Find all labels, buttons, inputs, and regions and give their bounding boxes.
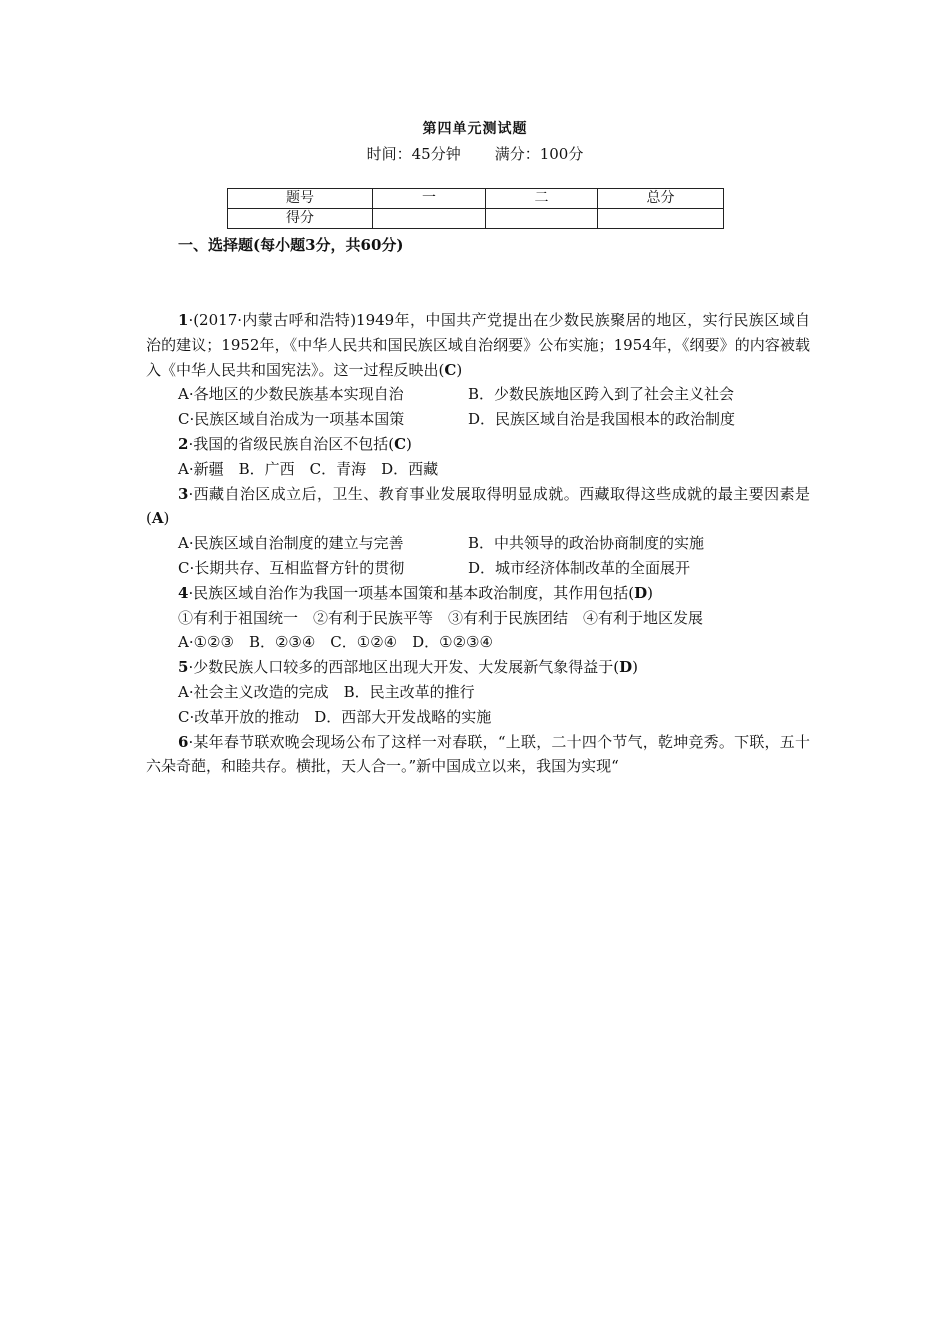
score-cell-total[interactable]: [598, 209, 724, 229]
option-b: B．中共领导的政治协商制度的实施: [468, 534, 705, 553]
score-header-total: 总分: [598, 189, 724, 209]
question-3-options-ab: [146, 531, 810, 556]
page-title: 第四单元测试题: [422, 121, 528, 137]
option-c: C·长期共存、互相监督方针的贯彻: [178, 558, 405, 577]
question-1-options-cd: [146, 407, 810, 432]
question-number: 5: [178, 658, 189, 677]
question-4-options: A·①②③ B．②③④ C．①②④ D．①②③④: [178, 633, 493, 652]
question-5-options-line1: A·社会主义改造的完成 B．民主改革的推行: [178, 682, 475, 701]
question-2: [146, 432, 810, 457]
option-d: D．城市经济体制改革的全面展开: [468, 558, 691, 577]
question-text: ·西藏自治区成立后，卫生、教育事业发展取得明显成就。西藏取得这些成就的最主要因素是(: [146, 484, 810, 528]
question-close: ): [406, 434, 412, 453]
exam-info: [0, 143, 950, 164]
question-3: [146, 482, 810, 532]
question-close: ): [632, 658, 638, 677]
question-2-options: A·新疆 B．广西 C．青海 D．西藏: [178, 459, 439, 478]
question-4: [146, 581, 810, 606]
question-text: ·某年春节联欢晚会现场公布了这样一对春联，“上联，二十四个节气，乾坤竞秀。下联，五十六朵奇葩，和睦共存。横批，天人合一。”新中国成立以来，我国为实现“: [146, 732, 810, 776]
score-row-label: 得分: [228, 209, 373, 229]
question-5-options-line2: C·改革开放的推动 D．西部大开发战略的实施: [178, 707, 492, 726]
question-answer: C: [444, 360, 457, 379]
option-a: A·各地区的少数民族基本实现自治: [178, 385, 404, 404]
option-b: B．少数民族地区跨入到了社会主义社会: [468, 385, 735, 404]
question-text: ·我国的省级民族自治区不包括(: [188, 434, 395, 453]
question-6: [146, 730, 810, 780]
score-table-header-row: [228, 189, 724, 209]
question-3-options-cd: [146, 556, 810, 581]
score-header-number: 题号: [228, 189, 373, 209]
score-cell-part-2[interactable]: [486, 209, 598, 229]
question-answer: D: [619, 658, 633, 677]
question-number: 4: [178, 583, 189, 602]
question-5: [146, 655, 810, 680]
question-text: ·民族区域自治作为我国一项基本国策和基本政治制度，其作用包括(: [188, 583, 635, 602]
question-close: ): [647, 583, 653, 602]
question-answer: A: [151, 509, 164, 528]
question-4-items: ①有利于祖国统一 ②有利于民族平等 ③有利于民族团结 ④有利于地区发展: [178, 608, 704, 627]
option-d: D．民族区域自治是我国根本的政治制度: [468, 410, 736, 429]
full-score: 满分：100分: [494, 145, 584, 163]
question-list: [146, 308, 810, 779]
question-number: 1: [178, 311, 189, 329]
section-heading: 一、选择题(每小题3分，共60分): [178, 236, 404, 254]
question-1: [146, 308, 810, 382]
score-header-part-1: 一: [373, 189, 486, 209]
question-1-options-ab: [146, 382, 810, 407]
question-text: ·(2017·内蒙古呼和浩特)1949年，中国共产党提出在少数民族聚居的地区，实行民族区域自治的建议；1952年，《中华人民共和国民族区域自治纲要》公布实施；1954年，《纲要》的内容被载入《中华人民共和国宪法》。这一过程反映出(: [146, 311, 810, 379]
question-close: ): [456, 360, 463, 379]
question-number: 3: [178, 484, 189, 503]
option-c: C·民族区域自治成为一项基本国策: [178, 410, 405, 429]
time-limit: 时间：45分钟: [366, 145, 461, 163]
question-text: ·少数民族人口较多的西部地区出现大开发、大发展新气象得益于(: [188, 658, 620, 677]
question-number: 2: [178, 434, 189, 453]
score-table-score-row: [228, 209, 724, 229]
option-a: A·民族区域自治制度的建立与完善: [178, 534, 404, 553]
score-header-part-2: 二: [486, 189, 598, 209]
question-answer: D: [634, 583, 648, 602]
question-answer: C: [394, 434, 407, 453]
score-cell-part-1[interactable]: [373, 209, 486, 229]
question-number: 6: [178, 732, 189, 751]
question-close: ): [163, 509, 170, 528]
score-table: [227, 188, 724, 229]
